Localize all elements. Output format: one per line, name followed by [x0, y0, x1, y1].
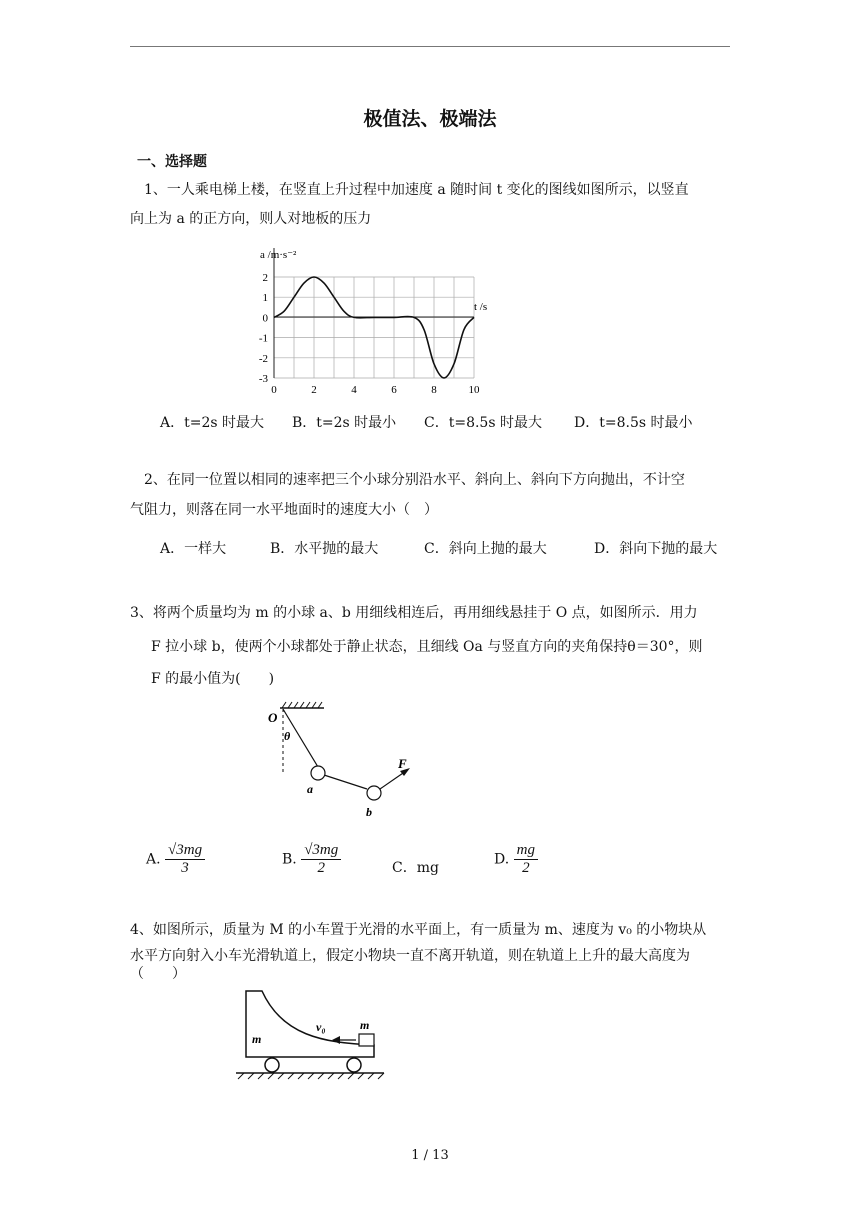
label-b: b	[366, 805, 372, 819]
q4-text-line2: 水平方向射入小车光滑轨道上，假定小物块一直不离开轨道，则在轨道上上升的最大高度为	[130, 948, 690, 964]
page-title: 极值法、极端法	[363, 108, 497, 130]
label-m-block: m	[360, 1018, 370, 1032]
q1-option-c: C．t=8.5s 时最大	[424, 415, 542, 431]
q4-text-line3: （ ）	[130, 966, 186, 982]
q1-option-b: B．t=2s 时最小	[292, 415, 397, 431]
x-tick-label: 0	[271, 384, 277, 396]
header-rule	[130, 46, 730, 47]
q2-option-d: D．斜向下抛的最大	[594, 541, 718, 557]
x-tick-label: 2	[311, 384, 317, 396]
section-heading: 一、选择题	[137, 154, 207, 170]
q3-option-d: D. $\frac{mg}{2}$	[494, 842, 538, 877]
q4-text-line1: 4、如图所示，质量为 M 的小车置于光滑的水平面上，有一质量为 m、速度为 v₀ 的小物块从	[130, 922, 707, 938]
q3-pendulum-figure	[250, 700, 430, 825]
q3-text-line3: F 的最小值为( )	[151, 671, 275, 687]
q2-text-line2: 气阻力，则落在同一水平地面时的速度大小（ ）	[130, 502, 438, 518]
y-tick-label: -1	[258, 332, 268, 345]
chart-grid	[274, 277, 474, 378]
q1-option-d: D．t=8.5s 时最小	[574, 415, 693, 431]
q1-text-line1: 1、一人乘电梯上楼，在竖直上升过程中加速度 a 随时间 t 变化的图线如图所示，以竖直	[144, 182, 689, 198]
q3-text-line2: F 拉小球 b，使两个小球都处于静止状态，且细线 Oa 与竖直方向的夹角保持θ＝30°，则	[151, 639, 703, 655]
ball-b	[367, 786, 381, 800]
q3-option-a: A. $\frac{√3mg}{3}$	[146, 842, 205, 877]
page-number: 1 / 13	[411, 1148, 449, 1163]
q2-option-c: C．斜向上抛的最大	[424, 541, 547, 557]
x-tick-label: 8	[431, 384, 437, 396]
y-tick-label: -2	[258, 352, 268, 365]
y-axis-label: a /m·s⁻²	[260, 249, 297, 261]
y-tick-label: 2	[262, 272, 268, 284]
block	[359, 1034, 374, 1046]
force-arrow	[380, 771, 406, 789]
ceiling-hatch	[282, 702, 322, 708]
wheel-left	[265, 1058, 279, 1072]
x-tick-label: 4	[351, 384, 357, 396]
ground-hatch	[238, 1073, 384, 1079]
q3-text-line1: 3、将两个质量均为 m 的小球 a、b 用细线相连后，再用细线悬挂于 O 点，如图所示．用力	[130, 605, 698, 621]
y-tick-label: -3	[258, 373, 268, 385]
y-tick-label: 0	[262, 312, 268, 325]
label-v0: v₀	[316, 1020, 326, 1034]
q4-cart-figure	[232, 985, 392, 1085]
q1-text-line2: 向上为 a 的正方向，则人对地板的压力	[130, 211, 372, 227]
label-a: a	[307, 782, 313, 796]
label-f: F	[398, 756, 407, 771]
q2-option-b: B．水平抛的最大	[270, 541, 379, 557]
label-o: O	[268, 710, 278, 725]
cart-body	[246, 991, 374, 1057]
q3-option-b: B. $\frac{√3mg}{2}$	[282, 842, 341, 877]
q3-option-c: C．mg	[392, 860, 439, 876]
y-tick-label: 1	[262, 292, 268, 305]
q1-acceleration-chart	[248, 240, 498, 398]
q2-text-line1: 2、在同一位置以相同的速率把三个小球分别沿水平、斜向上、斜向下方向抛出，不计空	[144, 472, 685, 488]
q2-option-a: A．一样大	[160, 541, 227, 557]
x-axis-label: t /s	[474, 301, 488, 313]
label-theta: θ	[284, 729, 291, 743]
x-tick-label: 6	[391, 384, 397, 396]
q1-option-a: A．t=2s 时最大	[160, 415, 265, 431]
ball-a	[311, 766, 325, 780]
x-tick-label: 10	[468, 384, 480, 396]
label-m-car: m	[252, 1032, 262, 1046]
wheel-right	[347, 1058, 361, 1072]
string-ab	[324, 775, 367, 789]
